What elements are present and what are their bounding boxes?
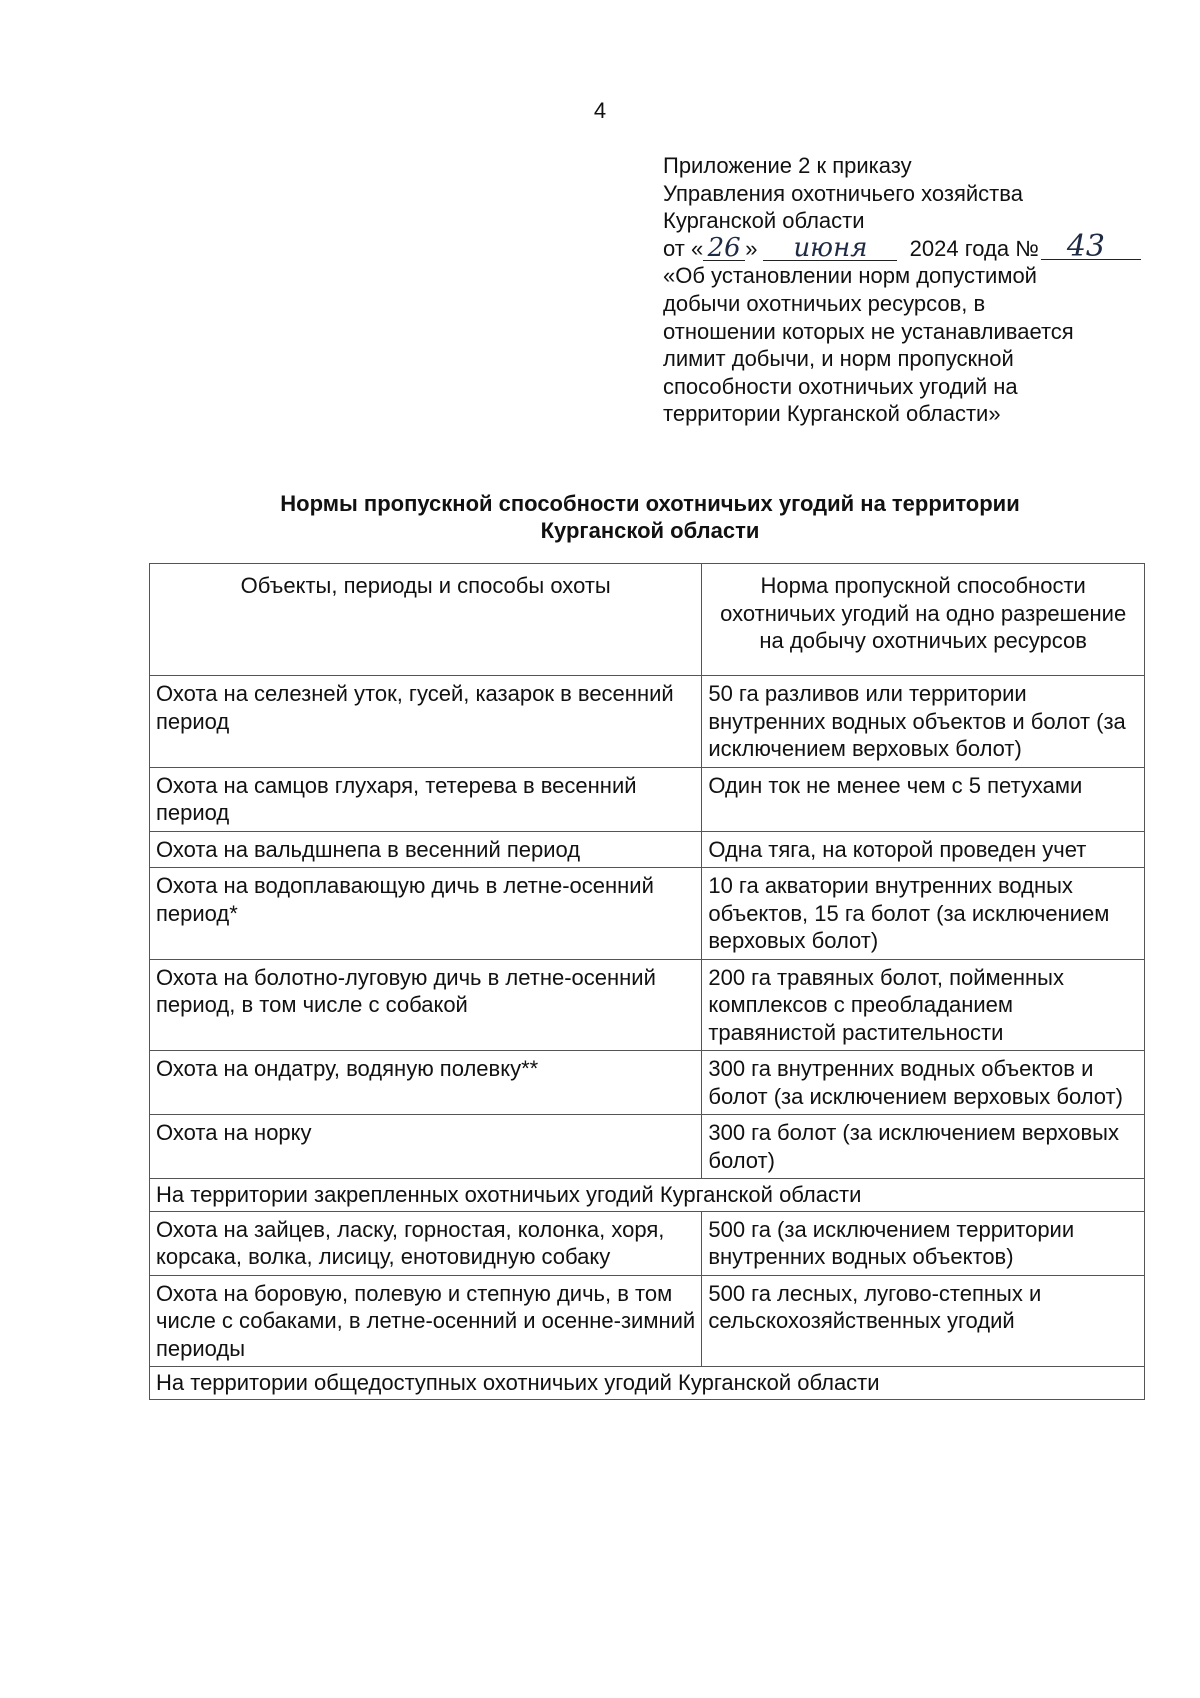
date-mid: »: [745, 235, 758, 261]
norm-cell: 500 га лесных, лугово-степных и сельскохозяйственных угодий: [702, 1275, 1145, 1367]
norms-table: [149, 563, 1145, 1400]
object-cell: Охота на водоплавающую дичь в летне-осенний период*: [150, 868, 702, 960]
header-norm: Норма пропускной способности охотничьих угодий на одно разрешение на добычу охотничьих ресурсов: [702, 564, 1145, 676]
table-row: [150, 868, 1145, 960]
object-cell: Охота на норку: [150, 1115, 702, 1179]
table-row: [150, 1115, 1145, 1179]
handwritten-month: июня: [763, 236, 897, 261]
table-row: [150, 1211, 1145, 1275]
section-row-public-lands: [150, 1367, 1145, 1400]
object-cell: Охота на самцов глухаря, тетерева в весенний период: [150, 767, 702, 831]
section-row-fixed-lands: [150, 1179, 1145, 1212]
norm-cell: Одна тяга, на которой проведен учет: [702, 831, 1145, 868]
appendix-line-5: «Об установлении норм допустимой: [663, 263, 1037, 289]
appendix-line-7: отношении которых не устанавливается: [663, 318, 1074, 344]
norm-cell: 200 га травяных болот, пойменных комплексов с преобладанием травянистой растительности: [702, 959, 1145, 1051]
date-prefix: от «: [663, 235, 704, 261]
appendix-line-3: Курганской области: [663, 208, 865, 234]
year-text: 2024 года №: [909, 235, 1039, 261]
appendix-date-line: [663, 228, 1163, 264]
appendix-block: [663, 152, 1163, 428]
table-header-row: [150, 564, 1145, 676]
section-heading: На территории общедоступных охотничьих угодий Курганской области: [150, 1367, 1145, 1400]
appendix-line-2: Управления охотничьего хозяйства: [663, 180, 1023, 206]
appendix-line-6: добычи охотничьих ресурсов, в: [663, 290, 986, 316]
table-row: [150, 676, 1145, 768]
object-cell: Охота на болотно-луговую дичь в летне-осенний период, в том числе с собакой: [150, 959, 702, 1051]
header-objects: Объекты, периоды и способы охоты: [150, 564, 702, 676]
object-cell: Охота на ондатру, водяную полевку**: [150, 1051, 702, 1115]
table-row: [150, 1051, 1145, 1115]
norm-cell: 50 га разливов или территории внутренних водных объектов и болот (за исключением верховых болот): [702, 676, 1145, 768]
document-title: [150, 490, 1150, 544]
norm-cell: 500 га (за исключением территории внутренних водных объектов): [702, 1211, 1145, 1275]
norm-cell: 300 га болот (за исключением верховых болот): [702, 1115, 1145, 1179]
object-cell: Охота на вальдшнепа в весенний период: [150, 831, 702, 868]
page-number: 4: [593, 98, 607, 123]
norm-cell: 300 га внутренних водных объектов и болот (за исключением верховых болот): [702, 1051, 1145, 1115]
object-cell: Охота на боровую, полевую и степную дичь, в том числе с собаками, в летне-осенний и осенне-зимний периоды: [150, 1275, 702, 1367]
table-row: [150, 1275, 1145, 1367]
title-line-2: Курганской области: [540, 518, 760, 543]
object-cell: Охота на зайцев, ласку, горностая, колонка, хоря, корсака, волка, лисицу, енотовидную собаку: [150, 1211, 702, 1275]
appendix-line-8: лимит добычи, и норм пропускной: [663, 346, 1014, 372]
table-row: [150, 831, 1145, 868]
norm-cell: Один ток не менее чем с 5 петухами: [702, 767, 1145, 831]
object-cell: Охота на селезней уток, гусей, казарок в весенний период: [150, 676, 702, 768]
appendix-line-10: территории Курганской области»: [663, 401, 1001, 427]
title-line-1: Нормы пропускной способности охотничьих угодий на территории: [280, 491, 1020, 516]
handwritten-day: 26: [703, 236, 745, 261]
appendix-line-9: способности охотничьих угодий на: [663, 373, 1018, 399]
section-heading: На территории закрепленных охотничьих угодий Курганской области: [150, 1179, 1145, 1212]
table-row: [150, 767, 1145, 831]
table-row: [150, 959, 1145, 1051]
appendix-line-1: Приложение 2 к приказу: [663, 153, 912, 178]
norm-cell: 10 га акватории внутренних водных объектов, 15 га болот (за исключением верховых болот): [702, 868, 1145, 960]
handwritten-order-number: 43: [1041, 235, 1141, 260]
